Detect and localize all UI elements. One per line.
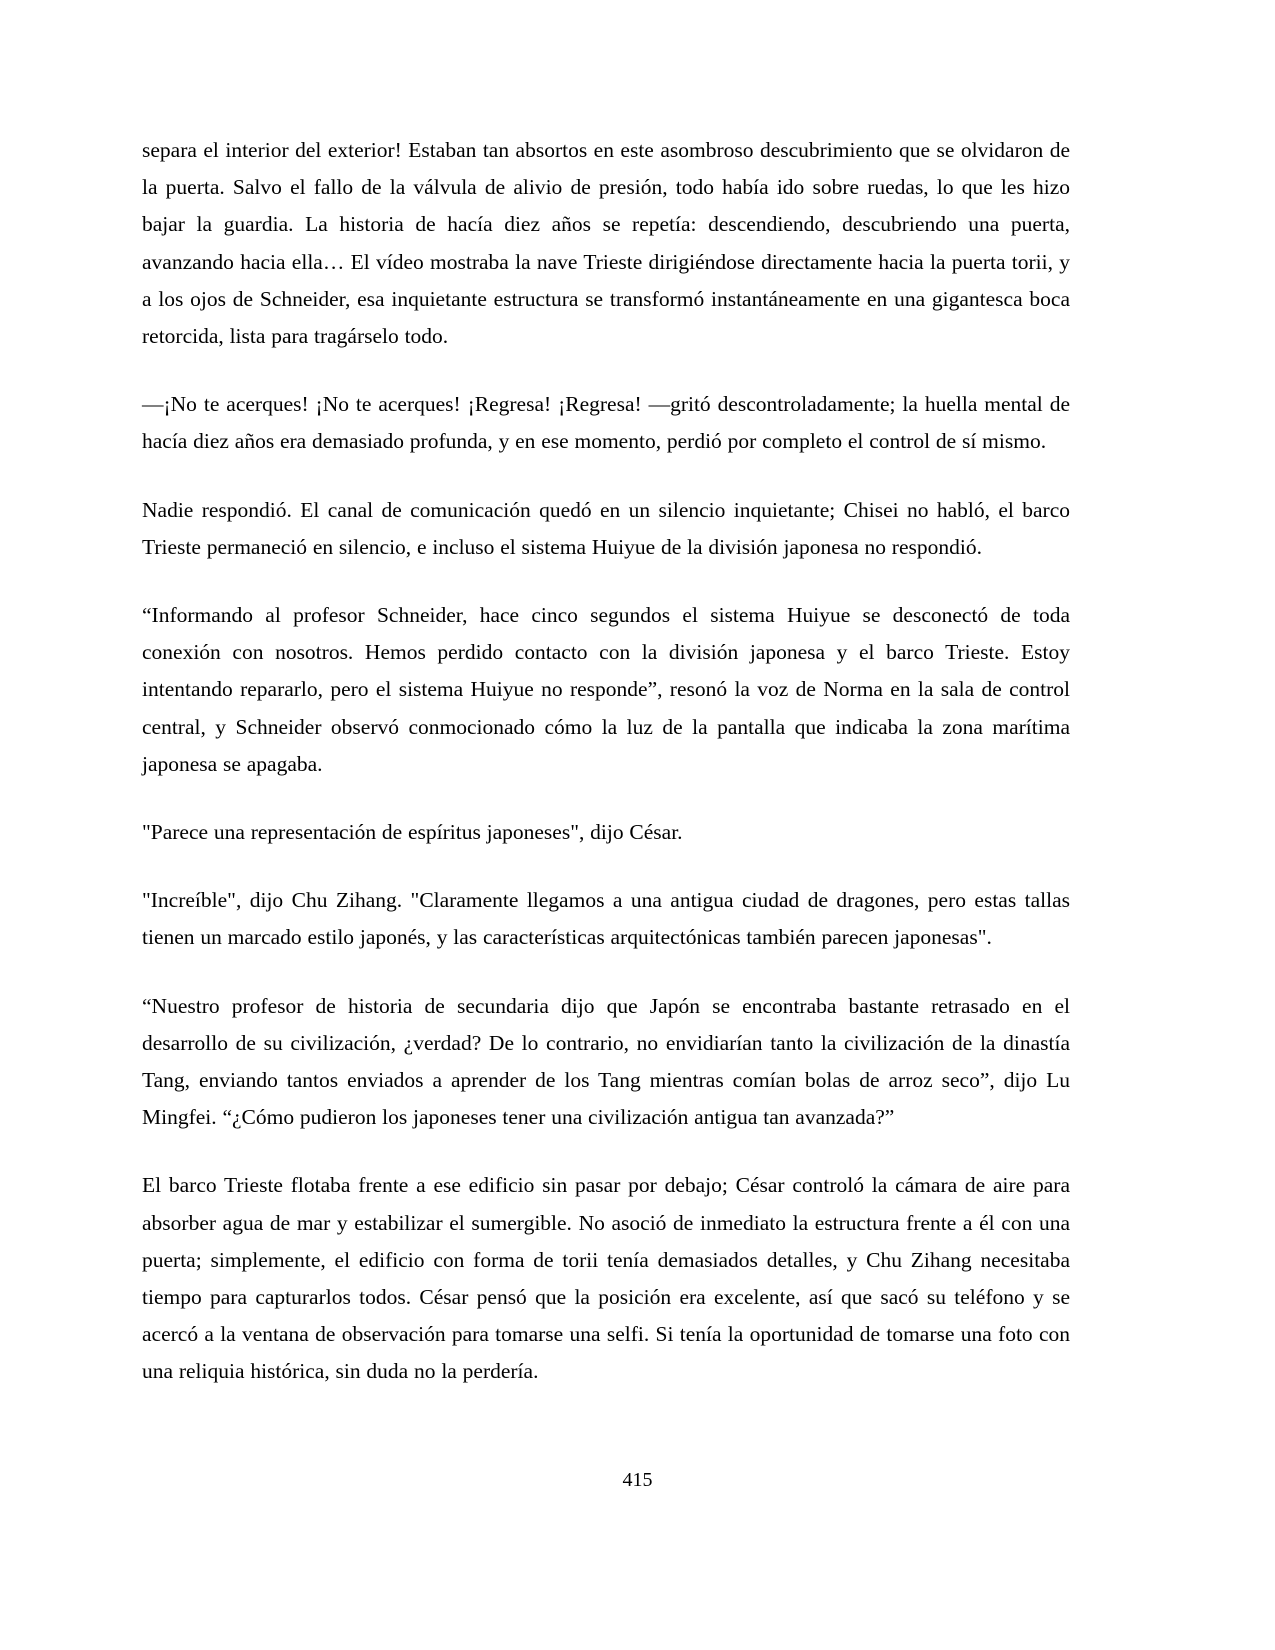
paragraph-1: separa el interior del exterior! Estaban tan absortos en este asombroso descubrimiento que se olvidaron de la puerta. Salvo el fallo de la válvula de alivio de presión, todo había ido sobre ruedas, lo que les hizo bajar la guardia. La historia de hacía diez años se repetía: descendiendo, descubriendo una puerta, avanzando hacia ella… El vídeo mostraba la nave Trieste dirigiéndose directamente hacia la puerta torii, y a los ojos de Schneider, esa inquietante estructura se transformó instantáneamente en una gigantesca boca retorcida, lista para tragárselo todo. — [142, 138, 1070, 349]
paragraph-8: El barco Trieste flotaba frente a ese edificio sin pasar por debajo; César controló la cámara de aire para absorber agua de mar y estabilizar el sumergible. No asoció de inmediato la estructura frente a él con una puerta; simplemente, el edificio con forma de torii tenía demasiados detalles, y Chu Zihang necesitaba tiempo para capturarlos todos. César pensó que la posición era excelente, así que sacó su teléfono y se acercó a la ventana de observación para tomarse una selfi. Si tenía la oportunidad de tomarse una foto con una reliquia histórica, sin duda no la perdería. — [142, 1173, 1070, 1384]
paragraph-6: "Increíble", dijo Chu Zihang. "Claramente llegamos a una antigua ciudad de dragones, pero estas tallas tienen un marcado estilo japonés, y las características arquitectónicas también parecen japonesas". — [142, 888, 1070, 950]
paragraph-7: “Nuestro profesor de historia de secundaria dijo que Japón se encontraba bastante retrasado en el desarrollo de su civilización, ¿verdad? De lo contrario, no envidiarían tanto la civilización de la dinastía Tang, enviando tantos enviados a aprender de los Tang mientras comían bolas de arroz seco”, dijo Lu Mingfei. “¿Cómo pudieron los japoneses tener una civilización antigua tan avanzada?” — [142, 993, 1070, 1130]
page-number: 415 — [622, 1469, 653, 1491]
paragraph-5: "Parece una representación de espíritus japoneses", dijo César. — [142, 820, 683, 845]
paragraph-3: Nadie respondió. El canal de comunicación quedó en un silencio inquietante; Chisei no habló, el barco Trieste permaneció en silencio, e incluso el sistema Huiyue de la división japonesa no respondió. — [142, 497, 1070, 559]
paragraph-2: —¡No te acerques! ¡No te acerques! ¡Regresa! ¡Regresa! —gritó descontroladamente; la huella mental de hacía diez años era demasiado profunda, y en ese momento, perdió por completo el control de sí mismo. — [142, 392, 1070, 454]
paragraph-4: “Informando al profesor Schneider, hace cinco segundos el sistema Huiyue se desconectó de toda conexión con nosotros. Hemos perdido contacto con la división japonesa y el barco Trieste. Estoy intentando repararlo, pero el sistema Huiyue no responde”, resonó la voz de Norma en la sala de control central, y Schneider observó conmocionado cómo la luz de la pantalla que indicaba la zona marítima japonesa se apagaba. — [142, 603, 1070, 776]
body-text-column — [142, 132, 1070, 1391]
